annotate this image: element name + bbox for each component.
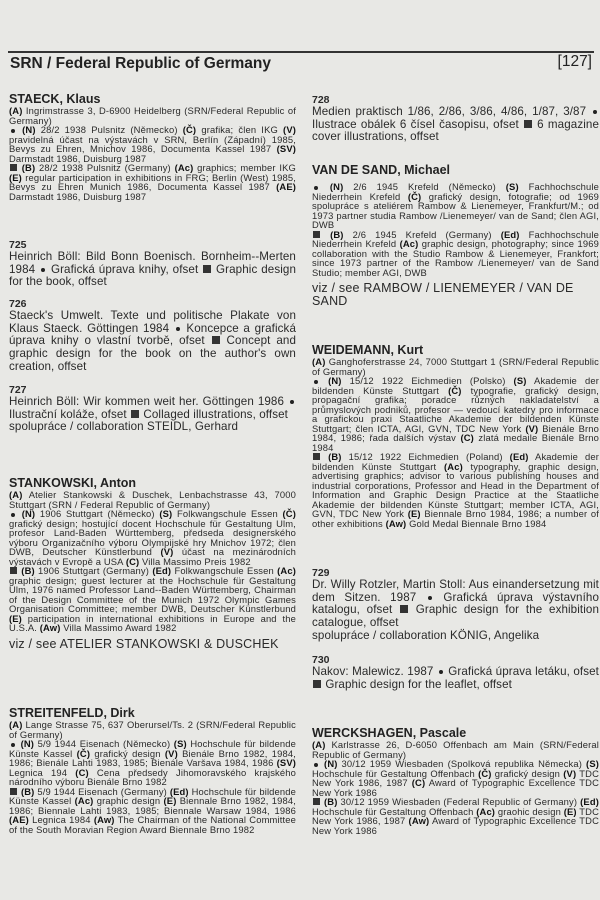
artist-name: VAN DE SAND, Michael — [312, 163, 450, 177]
english-square-icon — [10, 567, 17, 574]
field-code: (Č) — [282, 508, 296, 519]
field-code: (E) — [407, 508, 421, 519]
text-run: Award of Typographic Excellence TDC New York 1986 — [312, 777, 600, 798]
work-text — [312, 579, 599, 630]
field-code: (Ed) — [580, 796, 599, 807]
text-run: graphics; member IKG — [193, 162, 296, 173]
text-run: 2/6 1945 Krefeld (Germany) — [343, 228, 501, 240]
text-run: Ganghoferstrasse 24, 7000 Stuttgart 1 (SRN/Federal Republic of Germany) — [312, 356, 599, 377]
address — [9, 106, 296, 125]
field-code: (Aw) — [93, 814, 115, 825]
field-code: (Ac) — [174, 162, 194, 173]
field-code: (C) — [411, 777, 426, 788]
bio-czech — [312, 376, 599, 452]
text-run: 1906 Stuttgart (Německo) — [35, 508, 160, 519]
field-code: (V) — [283, 124, 296, 135]
text-run: 28/2 1938 Pulsnitz (Německo) — [35, 124, 183, 135]
text-run: Staeck's Umwelt. Texte und politische Plakate von Klaus Staeck. Göttingen 1984 — [9, 309, 296, 335]
text-run: participation in international exhibitions in Europe and the U.S.A. — [9, 612, 296, 633]
text-run: regular participation in exhibitions in FRG; Berlin (West) 1985, Bevys zu Ehren Munich 1986, Documenta Kassel 1987 — [9, 171, 296, 192]
text-run: Folkwangschule Essen — [172, 508, 283, 519]
bio-czech — [9, 739, 296, 787]
czech-bullet-icon — [439, 670, 443, 674]
field-code: (SV) — [276, 757, 296, 768]
address — [312, 740, 599, 759]
text-run: 1906 Stuttgart (Germany) — [34, 565, 153, 576]
header-rule — [8, 51, 594, 53]
text-run: grafický design; hostující docent Hochschule für Gestaltung Ulm, profesor Land-Baden Württemberg, předseda designerského výboru Organizačního výboru Olympijské hry Mnichov 1972; člen DWB, Deutscher Künstlerbund — [9, 517, 296, 557]
text-run: 5/9 1944 Eisenach (Německo) — [34, 738, 174, 749]
field-code: (Ed) — [509, 451, 529, 462]
field-code: (N) — [328, 375, 342, 386]
address — [9, 720, 296, 739]
text-run: 30/12 1959 Wiesbaden (Spolková republika Německa) — [337, 758, 587, 769]
page-title: SRN / Federal Republic of Germany — [10, 55, 271, 72]
text-run: Akademie der bildenden Künste Stuttgart — [312, 451, 600, 472]
czech-bullet-icon — [41, 268, 45, 272]
text-run: Legnica 194 — [9, 766, 76, 778]
entry-weidemann — [312, 343, 599, 528]
text-run: 15/12 1922 Eichmedien (Poland) — [341, 451, 510, 462]
text-run: Darmstadt 1986, Duisburg 1987 — [9, 152, 147, 164]
work-text — [312, 106, 599, 144]
work-text — [9, 396, 296, 421]
bio-english — [312, 797, 599, 835]
field-code: (Č) — [407, 190, 422, 202]
entry-streitenfeld — [9, 706, 296, 834]
text-run: Fachhochschule Niederrhein Krefeld — [312, 228, 599, 249]
field-code: (Aw) — [408, 815, 430, 826]
text-run: Collaged illustrations, offset — [140, 407, 288, 421]
text-run: grafika; člen IKG — [196, 124, 284, 135]
text-run: grafický design — [491, 767, 564, 779]
artist-name: STANKOWSKI, Anton — [9, 476, 137, 490]
text-run: zlatá medaile Bienále Brno 1984 — [312, 432, 600, 453]
field-code: (C) — [75, 766, 89, 778]
field-code: (N) — [20, 738, 35, 749]
field-code: (A) — [9, 105, 23, 116]
field-code: (Ac) — [74, 795, 94, 806]
work-text — [312, 666, 599, 691]
entry-werckshagen — [312, 726, 599, 835]
czech-bullet-icon — [314, 186, 318, 190]
field-code: (S) — [586, 758, 599, 769]
text-run: grafický design, fotografie; od 1969 spolupráce s ateliérem Rambow & Lienemeyer, Frankfurt/M.; od 1973 partner studia Rambow /Lienemeyer/ van de Sand; člen AGI, DWB — [312, 190, 599, 230]
english-square-icon — [10, 788, 17, 795]
field-code: (Č) — [448, 384, 462, 396]
text-run: Villa Massimo Award 1982 — [60, 622, 177, 633]
text-run: Legnica 1984 — [28, 814, 94, 825]
english-square-icon — [131, 410, 139, 418]
text-run: Graphic design for the leaflet, offset — [322, 677, 512, 691]
czech-bullet-icon — [11, 743, 15, 747]
field-code: (Ac) — [476, 805, 496, 817]
czech-bullet-icon — [314, 763, 318, 767]
text-run: Folkwangschule Essen — [171, 565, 278, 576]
entry-staeck — [9, 92, 296, 201]
text-run: Grafická úprava letáku, ofset — [444, 665, 599, 678]
entry-van-de-sand — [312, 163, 599, 308]
bio-english — [9, 566, 296, 633]
bio-english — [312, 230, 599, 278]
english-square-icon — [524, 120, 532, 128]
text-run: Hochschule für bildende Künste Kassel — [9, 738, 296, 759]
bio-english — [9, 163, 296, 201]
field-code: (SV) — [276, 143, 296, 154]
text-run: účast na mezinárodních výstavách v Evropě a USA — [9, 546, 297, 567]
field-code: (Ac) — [399, 238, 419, 249]
work-726 — [9, 298, 296, 374]
english-square-icon — [203, 265, 211, 273]
text-run: 2/6 1945 Krefeld (Německo) — [343, 181, 506, 192]
text-run: Atelier Stankowski & Duschek, Lenbachstrasse 43, 7000 Stuttgart (SRN / Federal Republic of Germany) — [9, 489, 296, 510]
text-run: typography, graphic design, advertising graphics; advisor to various publishing houses and industrial corporations, Professor and Head in the Department of Information and Graphic Design Practice at the Staatliche Akademie der bildenden Künste Stuttgart; member ICTA, AGI, GVN, TDC New York — [312, 460, 599, 519]
czech-bullet-icon — [593, 110, 597, 114]
czech-bullet-icon — [290, 400, 294, 404]
text-run: Ilustrace obálek 6 čísel časopisu, ofset — [312, 117, 523, 131]
text-run: The Chairman of the National Committee of the South Moravian Region Award Biennale Brno 1982 — [9, 814, 296, 835]
czech-bullet-icon — [314, 380, 318, 384]
czech-bullet-icon — [176, 327, 180, 331]
text-run: typografie, grafický design, propagační grafika; poradce různých nakladatelství a průmyslových podniků, profesor — vedoucí katedry pro informace a grafickou praxi Staatliche Akademie der bildenden Künste Stuttgart; člen ICTA, AGI, GVN, TDC New York — [312, 384, 599, 434]
field-code: (C) — [125, 555, 140, 567]
czech-bullet-icon — [428, 596, 432, 600]
field-code: (C) — [460, 432, 474, 443]
bio-czech — [9, 509, 296, 566]
text-run: Biennale Brno 1982, 1984, 1986; Biennale Lahti 1983, 1985; Biennale Warsaw 1984, 1986 — [9, 795, 296, 816]
work-728 — [312, 94, 599, 144]
field-code: (E) — [163, 795, 177, 806]
text-run: graohic design — [495, 805, 564, 817]
field-code: (E) — [9, 612, 22, 624]
field-code: (Ac) — [444, 460, 463, 472]
work-727 — [9, 384, 296, 434]
text-run: Hochschule für Gestaltung Offenbach — [312, 805, 477, 817]
entry-stankowski — [9, 476, 296, 651]
text-run: Concept and graphic design for the book on the author's own creation, offset — [9, 334, 296, 373]
see-also: viz / see RAMBOW / LIENEMEYER / VAN DE SAND — [312, 281, 574, 308]
english-square-icon — [313, 231, 320, 238]
bio-czech — [9, 125, 296, 163]
bio-english — [9, 787, 296, 835]
field-code: (A) — [9, 489, 23, 500]
field-code: (V) — [164, 747, 178, 759]
text-run: Bienále Brno 1982, 1984, 1986; Bienále Lahti 1983, 1985; Bienále Varšava 1984, 1986 — [9, 747, 296, 768]
text-run: Karlstrasse 26, D-6050 Offenbach am Main (SRN/Federal Republic of Germany) — [312, 739, 599, 760]
text-run: Hochschule für bildende Künste Kassel — [9, 785, 296, 806]
text-run: Medien praktisch 1/86, 2/86, 3/86, 4/86, 1/87, 3/87 — [312, 105, 591, 118]
field-code: (N) — [21, 508, 36, 519]
bio-czech — [312, 759, 599, 797]
work-725 — [9, 239, 296, 289]
text-run: 30/12 1959 Wiesbaden (Federal Republic of Germany) — [337, 796, 581, 807]
text-run: 28/2 1938 Pulsnitz (Germany) — [35, 162, 175, 173]
text-run: Grafická úprava výstavního katalogu, ofset — [312, 590, 599, 617]
collaboration: spolupráce / collaboration STEIDL, Gerhard — [9, 420, 239, 434]
text-run: graphic design, photography; since 1969 collaboration with the Studio Rambow & Lienemeyer, Frankfort; since 1973 partner of the Rambow /Lienemeyer/ van de Sand Studio; member AGI, DWB — [312, 238, 599, 278]
field-code: (Č) — [478, 767, 492, 779]
field-code: (A) — [312, 739, 326, 750]
field-code: (Aw) — [39, 622, 61, 633]
text-run: pravidelná účast na výstavách v SRN, Berlín (Západní) 1985, Bevys zu Ehren, Mnichov 1986, Documenta Kassel 1987 — [9, 133, 296, 154]
artist-name: STREITENFELD, Dirk — [9, 706, 135, 720]
address — [9, 490, 296, 509]
field-code: (N) — [22, 124, 36, 135]
field-code: (Ed) — [169, 785, 189, 797]
english-square-icon — [313, 798, 320, 805]
field-code: (B) — [20, 785, 35, 797]
text-run: Biennale Brno 1984, 1986; a number of other exhibitions — [312, 508, 599, 529]
field-code: (Ed) — [152, 565, 172, 576]
work-number: 728 — [312, 94, 330, 106]
field-code: (B) — [21, 162, 36, 173]
work-number: 730 — [312, 654, 330, 666]
artist-name: WERCKSHAGEN, Pascale — [312, 726, 467, 740]
czech-bullet-icon — [11, 129, 15, 133]
bio-czech — [312, 182, 599, 230]
text-run: graphic design; guest lecturer at the Hochschule für Gestaltung Ulm, 1976 named Professor Land--Baden Württemberg, Chairman of the Design Committee of the Munich 1972 Olympic Games Organisation Committee; member DWB, Deutscher Künstlerbund — [9, 574, 296, 614]
text-run: Villa Massimo Preis 1982 — [139, 555, 251, 567]
field-code: (B) — [328, 451, 342, 462]
field-code: (S) — [173, 738, 187, 749]
text-run: Heinrich Böll: Bild Bonn Boenisch. Bornheim--Merten 1984 — [9, 250, 296, 276]
text-run: Award of Typographic Excellence TDC New York 1986 — [312, 815, 600, 836]
work-number: 727 — [9, 384, 27, 396]
work-text — [9, 251, 296, 289]
text-run: Fachhochschule Niederrhein Krefeld — [312, 181, 599, 202]
work-number: 725 — [9, 239, 27, 251]
text-run: Lange Strasse 75, 637 Oberursel/Ts. 2 (SRN/Federal Republic of Germany) — [9, 719, 296, 740]
field-code: (Č) — [182, 124, 197, 135]
field-code: (S) — [505, 181, 519, 192]
field-code: (A) — [9, 719, 23, 730]
field-code: (AE) — [9, 814, 29, 825]
artist-name: WEIDEMANN, Kurt — [312, 343, 424, 357]
field-code: (S) — [513, 375, 527, 386]
text-run: 6 magazine cover illustrations, offset — [312, 117, 599, 144]
work-text — [9, 310, 296, 374]
czech-bullet-icon — [11, 513, 15, 517]
english-square-icon — [212, 336, 220, 344]
field-code: (E) — [9, 171, 22, 183]
text-run: graphic design — [93, 795, 164, 806]
text-run: Gold Medal Biennale Brno 1984 — [406, 517, 547, 529]
text-run: Akademie der bildenden Künste Stuttgart — [312, 375, 599, 396]
text-run: 5/9 1944 Eisenach (Germany) — [34, 785, 170, 797]
text-run: TDC New York 1986, 1987 — [312, 767, 599, 788]
field-code: (V) — [563, 767, 577, 779]
text-run: Graphic design for the book, offset — [9, 262, 296, 289]
work-730 — [312, 654, 599, 691]
text-run: Heinrich Böll: Wir kommen weit her. Göttingen 1986 — [9, 395, 288, 408]
bio-english — [312, 452, 599, 528]
text-run: Ingrimstrasse 3, D-6900 Heidelberg (SRN/Federal Republic of Germany) — [9, 105, 296, 126]
english-square-icon — [10, 164, 17, 171]
work-number: 729 — [312, 567, 330, 579]
text-run: TDC New York 1986, 1987 — [312, 805, 599, 826]
text-run: Nakov: Malewicz. 1987 — [312, 665, 437, 678]
field-code: (Aw) — [385, 517, 407, 529]
field-code: (B) — [330, 228, 344, 240]
text-run: Cena předsedy Jihomoravského krajského národního výboru Bienále Brno 1982 — [9, 766, 296, 787]
field-code: (V) — [525, 422, 539, 434]
field-code: (A) — [312, 356, 326, 367]
english-square-icon — [400, 605, 408, 613]
collaboration: spolupráce / collaboration KÖNIG, Angelika — [312, 628, 540, 642]
text-run: grafický design — [90, 747, 165, 759]
page-number: [127] — [557, 53, 592, 70]
field-code: (Č) — [76, 747, 91, 759]
text-run: Bienále Brno 1984, 1986; řada dalších výstav — [312, 422, 599, 443]
see-also: viz / see ATELIER STANKOWSKI & DUSCHEK — [9, 636, 279, 651]
text-run: Hochschule für Gestaltung Offenbach — [312, 767, 479, 779]
text-run: Darmstadt 1986, Duisburg 1987 — [9, 190, 147, 202]
artist-name: STAECK, Klaus — [9, 92, 101, 106]
field-code: (E) — [563, 805, 577, 817]
field-code: (Ed) — [500, 228, 520, 240]
work-number: 726 — [9, 298, 27, 310]
english-square-icon — [313, 680, 321, 688]
text-run: Koncepce a grafická úprava knihy o vlastní tvorbě, ofset — [9, 321, 296, 348]
text-run: Ilustrační koláže, ofset — [9, 407, 131, 421]
text-run: Graphic design for the exhibition catalogue, offset — [312, 603, 600, 630]
field-code: (N) — [324, 758, 338, 769]
field-code: (Ac) — [277, 565, 296, 576]
field-code: (V) — [160, 546, 174, 557]
text-run: 15/12 1922 Eichmedien (Polsko) — [341, 375, 514, 386]
work-729 — [312, 567, 599, 643]
field-code: (AE) — [276, 181, 296, 192]
text-run: Grafická úprava knihy, ofset — [47, 262, 203, 276]
field-code: (N) — [329, 181, 344, 192]
english-square-icon — [313, 453, 320, 460]
address — [312, 357, 599, 376]
field-code: (S) — [159, 508, 173, 519]
text-run: Dr. Willy Rotzler, Martin Stoll: Aus einandersetzung mit dem Sitzen. 1987 — [312, 578, 599, 604]
field-code: (B) — [324, 796, 338, 807]
field-code: (B) — [21, 565, 35, 576]
